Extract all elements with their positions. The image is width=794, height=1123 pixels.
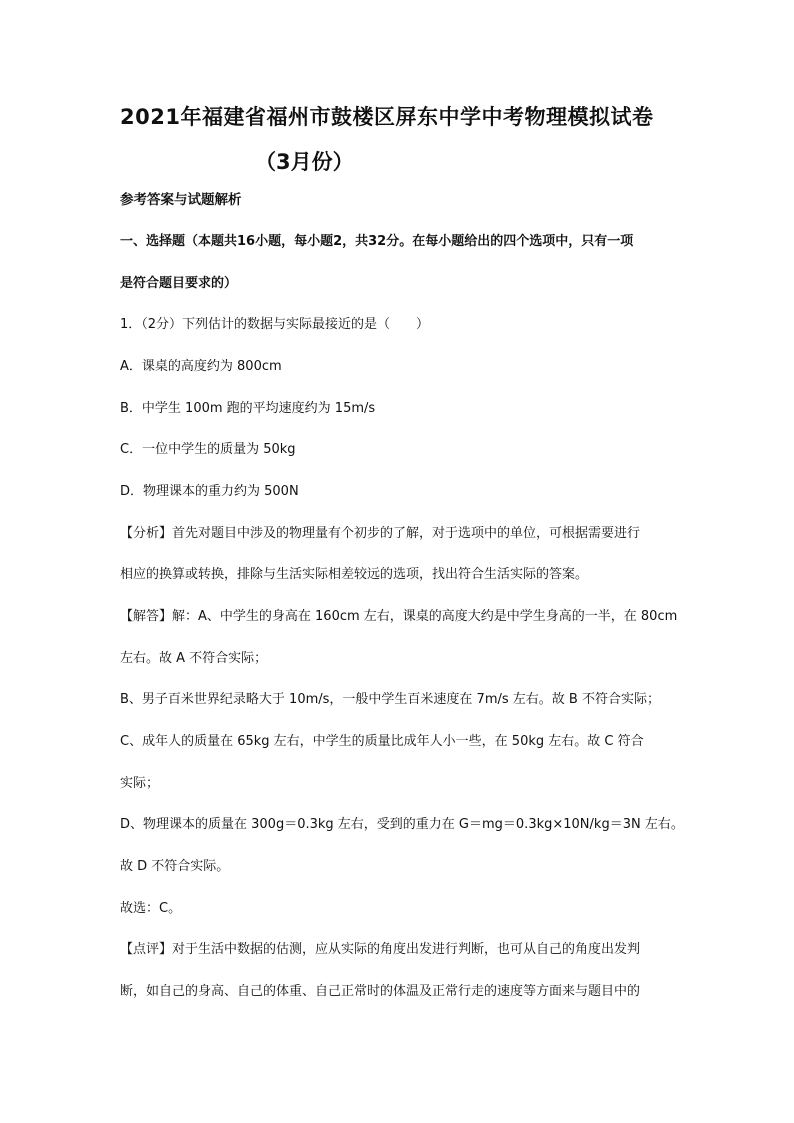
section-heading-line1: 一、选择题（本题共16小题，每小题2，共32分。在每小题给出的四个选项中，只有一项 bbox=[120, 234, 634, 249]
answer-key-subtitle: 参考答案与试题解析 bbox=[120, 192, 242, 208]
solution-answer: 故选：C。 bbox=[120, 901, 182, 916]
document-title: 2021年福建省福州市鼓楼区屏东中学中考物理模拟试卷 bbox=[120, 105, 654, 129]
solution-line: D、物理课本的质量在 300g＝0.3kg 左右，受到的重力在 G＝mg＝0.3kg×10N/kg＝3N 左右。 bbox=[120, 817, 684, 832]
question-stem: 1．（2分）下列估计的数据与实际最接近的是（ ） bbox=[120, 317, 430, 332]
section-heading-line2: 是符合题目要求的） bbox=[120, 276, 238, 291]
comment-line1: 【点评】对于生活中数据的估测，应从实际的角度出发进行判断，也可从自己的角度出发判 bbox=[120, 942, 641, 957]
comment-line2: 断，如自己的身高、自己的体重、自己正常时的体温及正常行走的速度等方面来与题目中的 bbox=[120, 984, 641, 999]
option-d: D．物理课本的重力约为 500N bbox=[120, 484, 299, 499]
solution-line: C、成年人的质量在 65kg 左右，中学生的质量比成年人小一些，在 50kg 左右。故 C 符合 bbox=[120, 734, 644, 749]
solution-line: 实际； bbox=[120, 776, 160, 791]
solution-line: 故 D 不符合实际。 bbox=[120, 859, 230, 874]
option-b: B．中学生 100m 跑的平均速度约为 15m/s bbox=[120, 401, 376, 416]
analysis-line1: 【分析】首先对题目中涉及的物理量有个初步的了解，对于选项中的单位，可根据需要进行 bbox=[120, 526, 641, 541]
analysis-line2: 相应的换算或转换，排除与生活实际相差较远的选项，找出符合生活实际的答案。 bbox=[120, 567, 589, 582]
solution-line: 【解答】解：A、中学生的身高在 160cm 左右，课桌的高度大约是中学生身高的一半，在 80cm bbox=[120, 609, 678, 624]
solution-line: B、男子百米世界纪录略大于 10m/s，一般中学生百米速度在 7m/s 左右。故 B 不符合实际； bbox=[120, 692, 660, 707]
option-c: C．一位中学生的质量为 50kg bbox=[120, 442, 296, 457]
document-title-month: （3月份） bbox=[255, 150, 354, 174]
option-a: A．课桌的高度约为 800cm bbox=[120, 359, 282, 374]
solution-line: 左右。故 A 不符合实际； bbox=[120, 651, 268, 666]
